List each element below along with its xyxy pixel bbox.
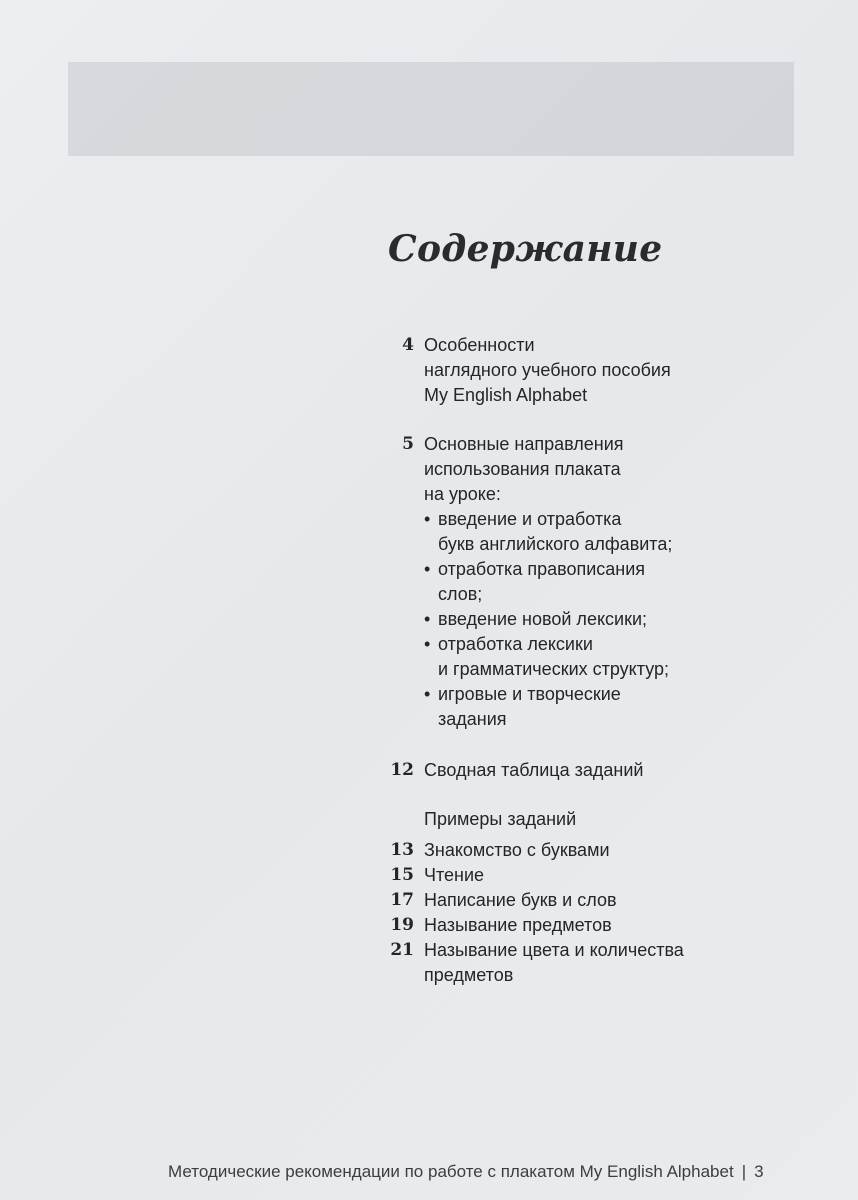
toc-entry	[388, 938, 818, 988]
toc-bullet-continuation: и грамматических структур;	[438, 659, 670, 679]
page-footer	[168, 1162, 764, 1182]
toc-page-number: 19	[390, 915, 414, 935]
examples-heading: Примеры заданий	[424, 809, 577, 829]
toc-entry-line: Сводная таблица заданий	[424, 760, 644, 780]
table-of-contents	[388, 333, 818, 988]
toc-entry-line: предметов	[424, 965, 514, 985]
toc-bullet: • введение и отработка	[424, 509, 622, 529]
toc-bullet-continuation: задания	[438, 709, 507, 729]
toc-bullet-continuation: слов;	[438, 584, 483, 604]
toc-page-number: 12	[390, 760, 414, 780]
footer-text: Методические рекомендации по работе с плакатом My English Alphabet	[168, 1162, 734, 1181]
toc-entry-line: Написание букв и слов	[424, 890, 617, 910]
toc-bullet: • отработка лексики	[424, 634, 593, 654]
toc-entry	[388, 913, 818, 938]
toc-bullet: • игровые и творческие	[424, 684, 621, 704]
toc-page-number: 15	[390, 865, 414, 885]
toc-entry	[388, 758, 818, 783]
toc-entry-line: Особенности	[424, 335, 535, 355]
toc-entry	[388, 863, 818, 888]
toc-entry-line: использования плаката	[424, 459, 621, 479]
toc-entry-line: на уроке:	[424, 484, 501, 504]
toc-entry-line: наглядного учебного пособия	[424, 360, 671, 380]
toc-entry	[388, 432, 818, 732]
toc-entry-line: Чтение	[424, 865, 485, 885]
toc-page-number: 4	[402, 335, 414, 355]
toc-page-number: 13	[390, 840, 414, 860]
toc-entry	[388, 888, 818, 913]
toc-bullet-continuation: букв английского алфавита;	[438, 534, 673, 554]
footer-separator: |	[741, 1162, 747, 1181]
toc-entry-line: My English Alphabet	[424, 385, 588, 405]
toc-page-number: 5	[402, 434, 414, 454]
toc-entry-line: Называние предметов	[424, 915, 612, 935]
toc-bullet: • введение новой лексики;	[424, 609, 648, 629]
page-title: Содержание	[388, 228, 663, 270]
toc-entry-line: Основные направления	[424, 434, 624, 454]
toc-entry	[388, 838, 818, 863]
toc-entry	[388, 333, 818, 408]
toc-page-number: 17	[390, 890, 414, 910]
toc-entry-line: Называние цвета и количества	[424, 940, 684, 960]
bleed-through-band	[68, 62, 794, 156]
footer-page-number: 3	[754, 1162, 764, 1181]
toc-bullet: • отработка правописания	[424, 559, 646, 579]
toc-entry-line: Знакомство с буквами	[424, 840, 610, 860]
toc-page-number: 21	[390, 940, 414, 960]
